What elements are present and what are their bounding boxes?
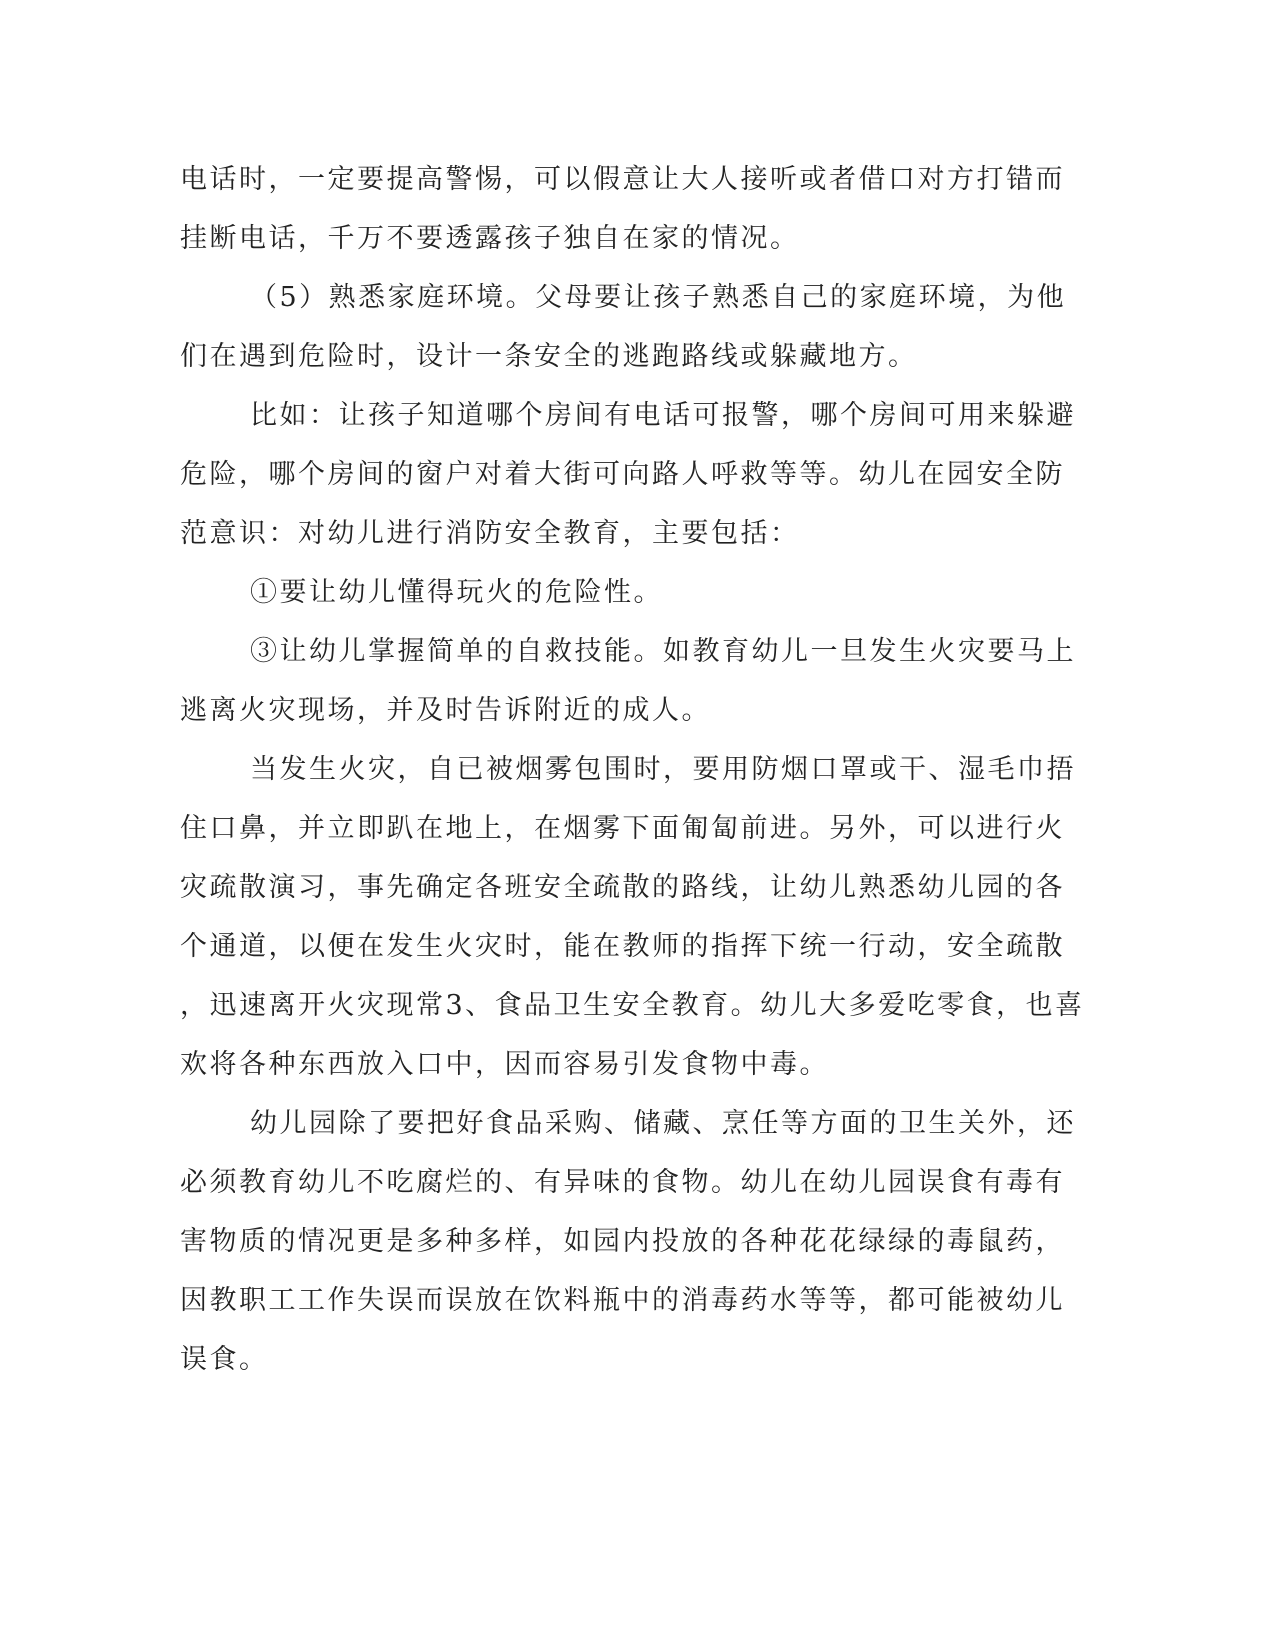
text-line-14: 个通道，以便在发生火灾时，能在教师的指挥下统一行动，安全疏散 [180,931,1065,962]
text-line-13: 灾疏散演习，事先确定各班安全疏散的路线，让幼儿熟悉幼儿园的各 [180,872,1065,903]
text-line-20: 因教职工工作失误而误放在饮料瓶中的消毒药水等等，都可能被幼儿 [180,1285,1065,1316]
text-line-9: ③让幼儿掌握简单的自救技能。如教育幼儿一旦发生火灾要马上 [250,636,1076,667]
text-line-16: 欢将各种东西放入口中，因而容易引发食物中毒。 [180,1049,829,1080]
text-line-11: 当发生火灾，自已被烟雾包围时，要用防烟口罩或干、湿毛巾捂 [250,754,1076,785]
text-line-15: ，迅速离开火灾现常3、食品卫生安全教育。幼儿大多爱吃零食，也喜 [180,990,1085,1021]
text-line-5: 比如：让孩子知道哪个房间有电话可报警，哪个房间可用来躲避 [250,400,1076,431]
text-line-21: 误食。 [180,1344,269,1375]
text-line-8: ①要让幼儿懂得玩火的危险性。 [250,577,663,608]
text-line-3: （5）熟悉家庭环境。父母要让孩子熟悉自己的家庭环境，为他 [250,282,1067,313]
text-line-10: 逃离火灾现场，并及时告诉附近的成人。 [180,695,711,726]
text-line-2: 挂断电话，千万不要透露孩子独自在家的情况。 [180,223,800,254]
text-line-17: 幼儿园除了要把好食品采购、储藏、烹任等方面的卫生关外，还 [250,1108,1076,1139]
text-line-4: 们在遇到危险时，设计一条安全的逃跑路线或躲藏地方。 [180,341,918,372]
text-line-6: 危险，哪个房间的窗户对着大街可向路人呼救等等。幼儿在园安全防 [180,459,1065,490]
text-line-1: 电话时，一定要提高警惕，可以假意让大人接听或者借口对方打错而 [180,164,1065,195]
text-line-19: 害物质的情况更是多种多样，如园内投放的各种花花绿绿的毒鼠药， [180,1226,1065,1257]
text-line-12: 住口鼻，并立即趴在地上，在烟雾下面匍匐前进。另外，可以进行火 [180,813,1065,844]
text-line-18: 必须教育幼儿不吃腐烂的、有异味的食物。幼儿在幼儿园误食有毒有 [180,1167,1065,1198]
text-line-7: 范意识：对幼儿进行消防安全教育，主要包括： [180,518,800,549]
